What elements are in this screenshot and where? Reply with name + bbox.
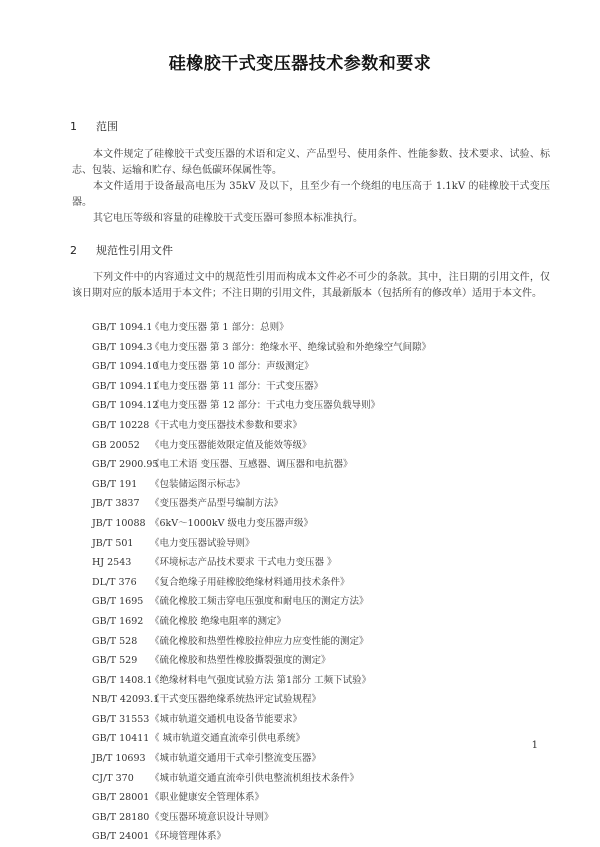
reference-item	[92, 514, 562, 534]
reference-item	[92, 632, 562, 652]
reference-item	[92, 769, 562, 789]
standard-code: GB/T 1692	[92, 615, 144, 627]
standard-title: 《变压器环境意识设计导则》	[150, 811, 274, 823]
standard-code: GB/T 31553	[92, 713, 150, 725]
reference-item	[92, 455, 562, 475]
reference-item	[92, 808, 562, 828]
reference-item	[92, 827, 562, 847]
standard-code: GB/T 529	[92, 655, 138, 667]
reference-item	[92, 671, 562, 691]
standard-code: JB/T 10088	[92, 517, 146, 529]
section-2-heading	[70, 242, 173, 258]
standard-code: NB/T 42093.1	[92, 694, 160, 706]
standard-title: 《硫化橡胶工频击穿电压强度和耐电压的测定方法》	[150, 596, 369, 608]
paragraph: 本文件适用于设备最高电压为 35kV 及以下，且至少有一个绕组的电压高于 1.1kV 的硅橡胶干式变压器。	[72, 181, 550, 208]
reference-item	[92, 592, 562, 612]
section-number: 2	[70, 244, 77, 257]
section-number: 1	[70, 120, 77, 133]
standard-code: GB/T 191	[92, 478, 138, 490]
standard-title: 《硫化橡胶 绝缘电阻率的测定》	[150, 615, 287, 627]
standard-title: 《复合绝缘子用硅橡胶绝缘材料通用技术条件》	[150, 576, 350, 588]
reference-item	[92, 534, 562, 554]
reference-item	[92, 475, 562, 495]
standard-code: GB/T 10228	[92, 419, 150, 431]
page-title: 硅橡胶干式变压器技术参数和要求	[168, 54, 432, 74]
standard-title: 《城市轨道交通用干式牵引整流变压器》	[150, 753, 322, 765]
standard-title: 《电力变压器能效限定值及能效等级》	[150, 439, 312, 451]
standard-title: 《电力变压器 第 11 部分：干式变压器》	[150, 380, 324, 392]
paragraph: 其它电压等级和容量的硅橡胶干式变压器可参照本标准执行。	[93, 213, 363, 224]
standard-code: DL/T 376	[92, 576, 137, 588]
standard-code: JB/T 3837	[92, 498, 140, 510]
paragraph: 下列文件中的内容通过文中的规范性引用而构成本文件必不可少的条款。其中，注日期的引用文件，仅该日期对应的版本适用于本文件；不注日期的引用文件，其最新版本（包括所有的修改单）适用于本文件。	[72, 272, 550, 299]
standard-code: GB/T 1408.1	[92, 674, 153, 686]
standard-title: 《环境管理体系》	[150, 831, 227, 843]
standard-title: 《城市轨道交通直流牵引供电整流机组技术条件》	[150, 772, 360, 784]
standard-code: HJ 2543	[92, 557, 132, 569]
reference-item	[92, 690, 562, 710]
standard-code: GB/T 10411	[92, 733, 150, 745]
standard-title: 《电力变压器试验导则》	[150, 537, 255, 549]
standard-title: 《电工术语 变压器、互感器、调压器和电抗器》	[150, 459, 353, 471]
reference-item	[92, 788, 562, 808]
reference-item	[92, 651, 562, 671]
section-title: 范围	[96, 120, 118, 133]
standard-title: 《 城市轨道交通直流牵引供电系统》	[150, 733, 306, 745]
standard-code: JB/T 501	[92, 537, 134, 549]
standard-title: 《电力变压器 第 3 部分：绝缘水平、绝缘试验和外绝缘空气间隙》	[150, 341, 432, 353]
reference-item	[92, 729, 562, 749]
standard-code: GB/T 1094.1	[92, 322, 153, 333]
standard-code: GB/T 1094.11	[92, 380, 159, 392]
reference-item	[92, 710, 562, 730]
reference-item	[92, 377, 562, 397]
reference-item	[92, 749, 562, 769]
standard-title: 《城市轨道交通机电设备节能要求》	[150, 713, 303, 725]
reference-item	[92, 396, 562, 416]
section-1-heading	[70, 118, 118, 134]
reference-item	[92, 338, 562, 358]
standard-code: GB/T 1094.3	[92, 341, 153, 353]
standard-title: 《绝缘材料电气强度试验方法 第1部分 工频下试验》	[150, 674, 372, 686]
standard-code: GB/T 24001	[92, 831, 150, 843]
reference-item	[92, 436, 562, 456]
standard-code: JB/T 10693	[92, 753, 146, 765]
standard-title: 《6kV～1000kV 级电力变压器声级》	[150, 517, 313, 529]
standard-title: 《硫化橡胶和热塑性橡胶拉伸应力应变性能的测定》	[150, 635, 369, 647]
standard-title: 《电力变压器 第 10 部分：声级测定》	[150, 361, 314, 373]
standard-title: 《干式变压器绝缘系统热评定试验规程》	[150, 694, 322, 706]
reference-item	[92, 553, 562, 573]
standard-code: GB/T 1094.10	[92, 361, 159, 373]
section-title: 规范性引用文件	[96, 244, 173, 257]
standard-code: GB/T 28001	[92, 792, 150, 804]
reference-item	[92, 494, 562, 514]
reference-item	[92, 357, 562, 377]
page-number: 1	[531, 740, 538, 751]
standard-title: 《干式电力变压器技术参数和要求》	[150, 419, 303, 431]
standard-title: 《职业健康安全管理体系》	[150, 792, 265, 804]
standard-title: 《包装储运图示标志》	[150, 478, 246, 490]
reference-item	[92, 612, 562, 632]
standard-code: GB/T 1094.12	[92, 400, 159, 412]
reference-item	[92, 573, 562, 593]
standard-title: 《环境标志产品技术要求 干式电力变压器 》	[150, 557, 337, 569]
standard-code: GB/T 1695	[92, 596, 144, 608]
standard-code: CJ/T 370	[92, 772, 134, 784]
standard-code: GB/T 528	[92, 635, 138, 647]
standard-title: 《电力变压器 第 1 部分：总则》	[150, 322, 289, 333]
reference-item	[92, 416, 562, 436]
standard-code: GB/T 2900.95	[92, 459, 159, 471]
standard-title: 《硫化橡胶和热塑性橡胶撕裂强度的测定》	[150, 655, 331, 667]
paragraph: 本文件规定了硅橡胶干式变压器的术语和定义、产品型号、使用条件、性能参数、技术要求、试验、标志、包装、运输和贮存、绿色低碳环保属性等。	[72, 149, 550, 176]
standard-code: GB 20052	[92, 439, 140, 451]
standard-title: 《变压器类产品型号编制方法》	[150, 498, 284, 510]
standard-code: GB/T 28180	[92, 811, 150, 823]
reference-item	[92, 318, 562, 338]
standard-title: 《电力变压器 第 12 部分：干式电力变压器负载导则》	[150, 400, 381, 412]
